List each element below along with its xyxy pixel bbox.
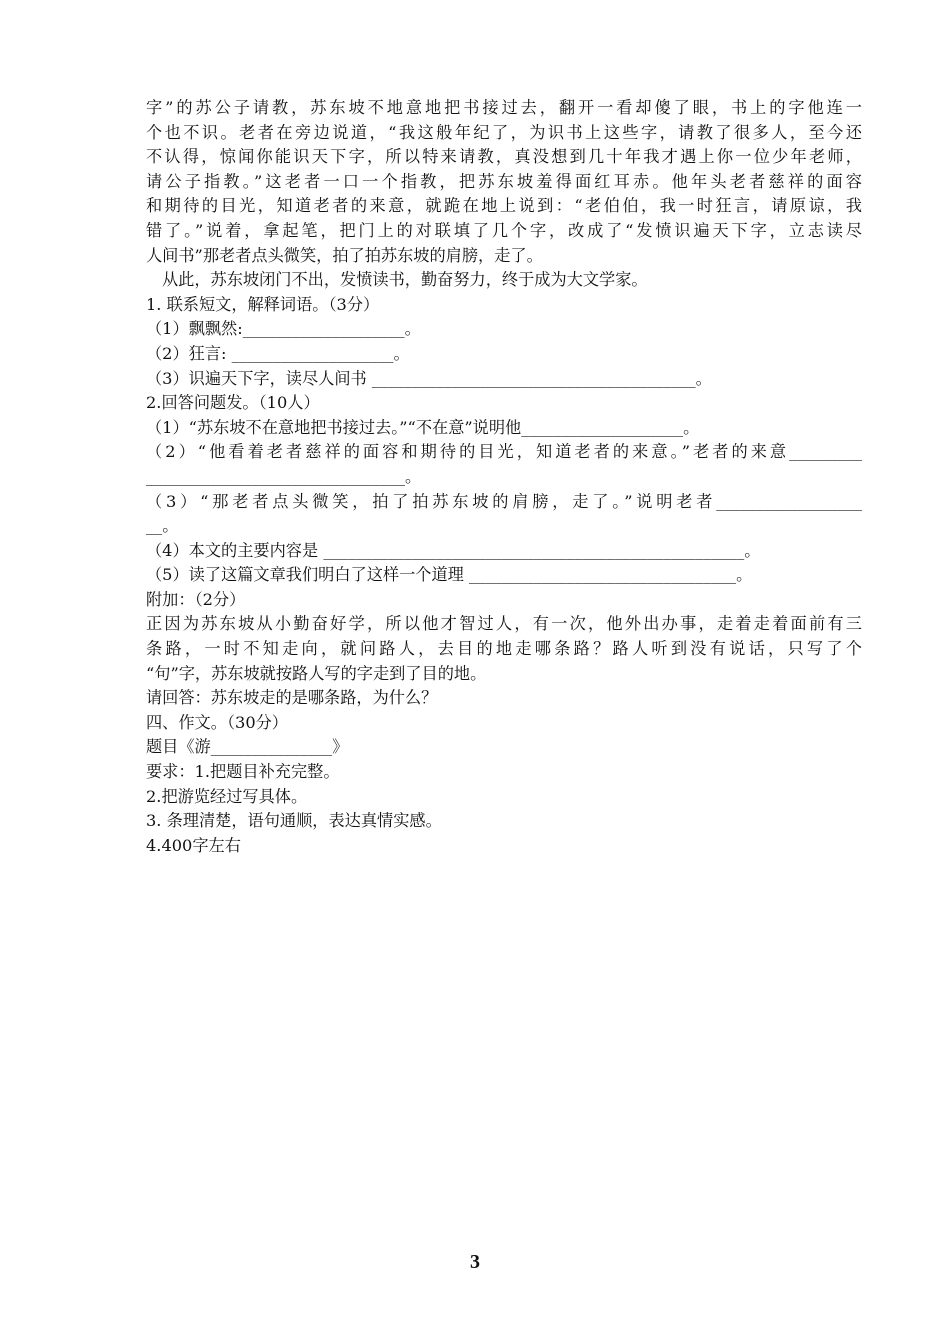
- bonus-text: “句”字，苏东坡就按路人写的字走到了目的地。: [146, 663, 487, 683]
- bonus-text: 条路，一时不知走向，就问路人，去目的地走哪条路？路人听到没有说话，只写了个: [146, 639, 862, 659]
- essay-requirement: 4.400字左右: [146, 835, 241, 855]
- story-line: 人间书”那老者点头微笑，拍了拍苏东坡的肩膀，走了。: [146, 245, 543, 265]
- page-content: [146, 96, 862, 858]
- question-heading: 2.回答问题发。（10人）: [146, 393, 320, 413]
- question-item: （1）飘飘然:____________________。: [146, 319, 421, 339]
- question-heading: 1. 联系短文，解释词语。（3分）: [146, 294, 380, 314]
- question-item: （3）“那老者点头微笑，拍了拍苏东坡的肩膀，走了。”说明老者__________________: [146, 491, 862, 511]
- bonus-text: 正因为苏东坡从小勤奋好学，所以他才智过人，有一次，他外出办事，走着走着面前有三: [146, 614, 862, 634]
- essay-heading: 四、作文。（30分）: [146, 712, 288, 732]
- story-line: 字”的苏公子请教，苏东坡不地意地把书接过去，翻开一看却傻了眼，书上的字他连一: [146, 98, 862, 117]
- question-item: （3）识遍天下字，读尽人间书 ________________________________________。: [146, 368, 712, 388]
- story-line: 个也不识。老者在旁边说道，“我这般年纪了，为识书上这些字，请教了很多人，至今还: [146, 122, 862, 142]
- page-number: 3: [470, 1251, 480, 1273]
- question-item: __。: [146, 516, 179, 536]
- question-item: （5）读了这篇文章我们明白了这样一个道理 _________________________________。: [146, 565, 753, 585]
- question-item: （2）“他看着老者慈祥的面容和期待的目光，知道老者的来意。”老者的来意_________: [146, 442, 862, 462]
- question-item: （1）“苏东坡不在意地把书接过去。”“不在意”说明他____________________。: [146, 417, 700, 437]
- essay-requirement: 要求：1.把题目补充完整。: [146, 762, 340, 782]
- question-item: ________________________________。: [146, 466, 422, 486]
- bonus-question: 请回答：苏东坡走的是哪条路，为什么？: [146, 688, 438, 708]
- essay-title: 题目《游_______________》: [146, 737, 349, 757]
- essay-requirement: 3. 条理清楚，语句通顺，表达真情实感。: [146, 811, 442, 831]
- story-line: 和期待的目光，知道老者的来意，就跪在地上说到：“老伯伯，我一时狂言，请原谅，我: [146, 196, 862, 216]
- story-line: 错了。”说着，拿起笔，把门上的对联填了几个字，改成了“发愤识遍天下字，立志读尽: [146, 220, 862, 240]
- story-line: 请公子指教。”这老者一口一个指教，把苏东坡羞得面红耳赤。他年头老者慈祥的面容: [146, 171, 862, 191]
- question-item: （4）本文的主要内容是 ____________________________________________________。: [146, 540, 761, 560]
- essay-requirement: 2.把游览经过写具体。: [146, 786, 308, 806]
- question-item: （2）狂言: ____________________。: [146, 343, 410, 363]
- story-line: 不认得，惊闻你能识天下字，所以特来请教，真没想到几十年我才遇上你一位少年老师，: [146, 147, 862, 167]
- story-line: 从此，苏东坡闭门不出，发愤读书，勤奋努力，终于成为大文学家。: [162, 270, 648, 290]
- bonus-heading: 附加：（2分）: [146, 589, 246, 609]
